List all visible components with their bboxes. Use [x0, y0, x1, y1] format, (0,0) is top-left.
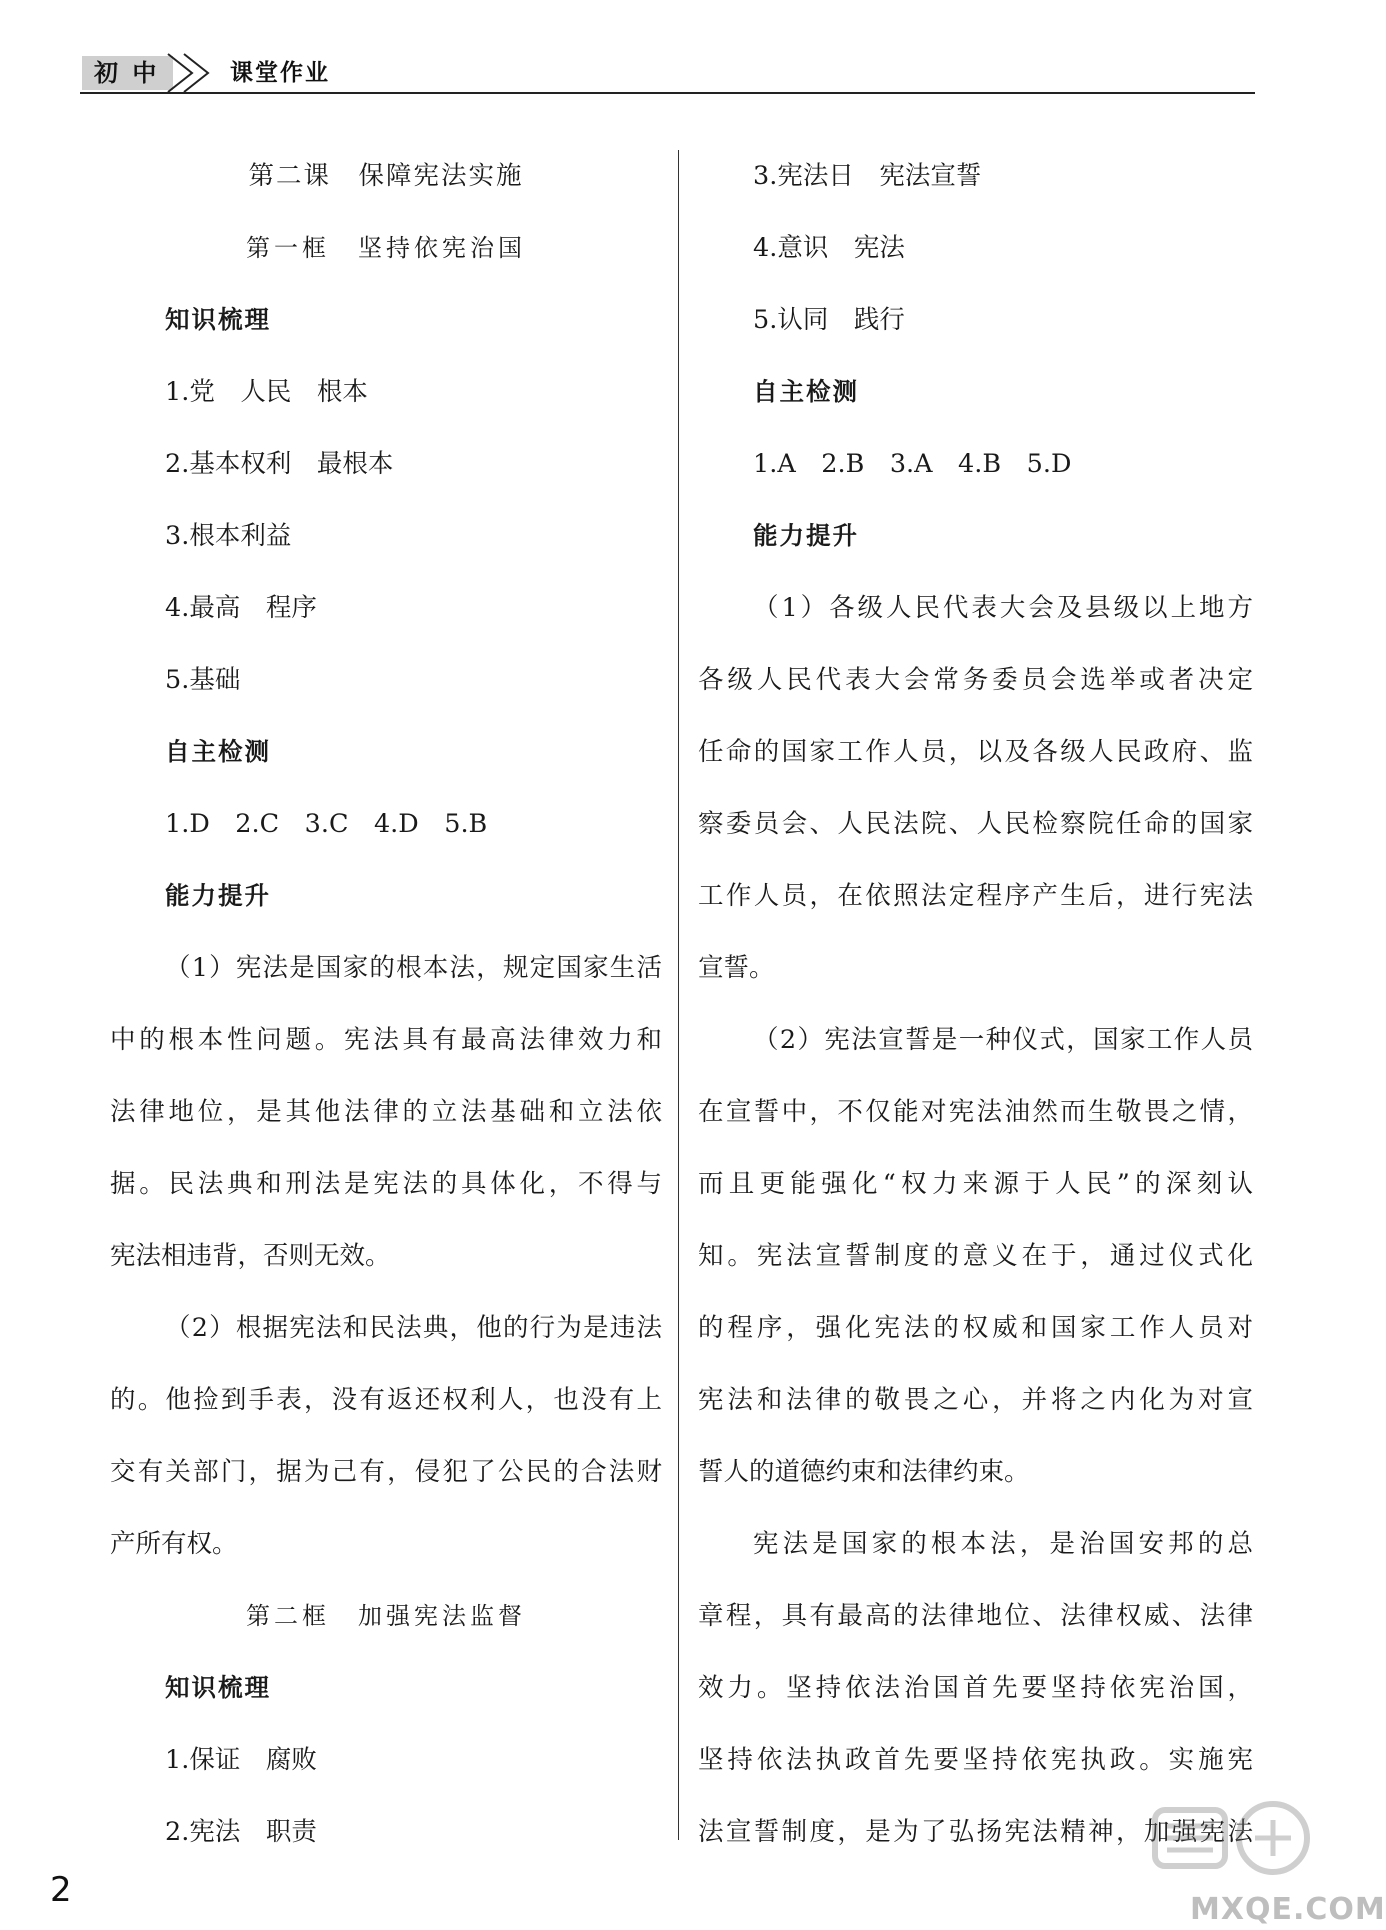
column-divider	[678, 150, 679, 1840]
watermark-site-text: MXQE.COM	[1190, 1892, 1386, 1927]
subsection-heading: 知识梳理	[165, 1673, 271, 1702]
paragraph-line: 各级人民代表大会常务委员会选举或者决定	[698, 665, 1253, 695]
subsection-heading: 自主检测	[165, 737, 271, 766]
paragraph-line: 宪法相违背，否则无效。	[110, 1241, 391, 1271]
header-rule	[80, 92, 1255, 94]
paragraph-line: 法宣誓制度，是为了弘扬宪法精神，加强宪法	[698, 1817, 1253, 1847]
paragraph-line: 法律地位，是其他法律的立法基础和立法依	[110, 1097, 662, 1127]
page-header	[80, 52, 1255, 94]
answer-paragraph	[698, 572, 1253, 1004]
paragraph-line: 知。宪法宣誓制度的意义在于，通过仪式化	[698, 1241, 1253, 1271]
paragraph-line: 察委员会、人民法院、人民检察院任命的国家	[698, 809, 1253, 839]
answer-item: 2.宪法 职责	[165, 1817, 317, 1847]
paragraph-line: 宪法是国家的根本法，是治国安邦的总	[753, 1529, 1253, 1559]
paragraph-line: 章程，具有最高的法律地位、法律权威、法律	[698, 1601, 1253, 1631]
lesson-title: 第二课 保障宪法实施	[248, 161, 524, 191]
paragraph-line: （2）根据宪法和民法典，他的行为是违法	[165, 1313, 662, 1343]
subsection-heading: 自主检测	[753, 377, 859, 406]
answer-item: 1.保证 腐败	[165, 1745, 317, 1775]
subsection-heading: 知识梳理	[165, 305, 271, 334]
paragraph-line: 宣誓。	[698, 953, 775, 983]
paragraph-line: 坚持依法执政首先要坚持依宪执政。实施宪	[698, 1745, 1253, 1775]
paragraph-line: 工作人员，在依照法定程序产生后，进行宪法	[698, 881, 1253, 911]
section-title: 第一框 坚持依宪治国	[246, 234, 526, 262]
paragraph-line: 誓人的道德约束和法律约束。	[698, 1457, 1030, 1487]
paragraph-line: 的。他捡到手表，没有返还权利人，也没有上	[110, 1385, 662, 1415]
paragraph-line: 宪法和法律的敬畏之心，并将之内化为对宣	[698, 1385, 1253, 1415]
paragraph-line: （1）宪法是国家的根本法，规定国家生活	[165, 953, 662, 983]
answer-item: 3.根本利益	[165, 521, 292, 551]
subsection-heading: 能力提升	[165, 881, 271, 910]
answer-item: 5.基础	[165, 665, 241, 695]
paragraph-line: 中的根本性问题。宪法具有最高法律效力和	[110, 1025, 662, 1055]
subsection-heading: 能力提升	[753, 521, 859, 550]
paragraph-line: 效力。坚持依法治国首先要坚持依宪治国，	[698, 1673, 1253, 1703]
paragraph-line: 任命的国家工作人员，以及各级人民政府、监	[698, 737, 1253, 767]
paragraph-line: （1）各级人民代表大会及县级以上地方	[753, 593, 1253, 623]
answer-item: 2.基本权利 最根本	[165, 449, 394, 479]
page-number: 2	[50, 1870, 72, 1910]
paragraph-line: 而且更能强化“权力来源于人民”的深刻认	[698, 1169, 1253, 1199]
left-column	[110, 140, 662, 1868]
answer-paragraph	[110, 1292, 662, 1580]
answer-item: 4.最高 程序	[165, 593, 317, 623]
section-title: 第二框 加强宪法监督	[246, 1602, 526, 1630]
paragraph-line: 交有关部门，据为己有，侵犯了公民的合法财	[110, 1457, 662, 1487]
series-title: 课堂作业	[230, 60, 330, 86]
paragraph-line: 产所有权。	[110, 1529, 238, 1559]
answer-item: 1.D 2.C 3.C 4.D 5.B	[165, 809, 488, 839]
answer-item: 4.意识 宪法	[753, 233, 905, 263]
paragraph-line: 的程序，强化宪法的权威和国家工作人员对	[698, 1313, 1253, 1343]
grade-label: 初 中	[82, 56, 173, 90]
answer-item: 1.党 人民 根本	[165, 377, 368, 407]
answer-item: 5.认同 践行	[753, 305, 905, 335]
answer-item: 1.A 2.B 3.A 4.B 5.D	[753, 449, 1072, 479]
answer-paragraph	[110, 932, 662, 1292]
double-chevron-icon	[162, 52, 232, 94]
paragraph-line: （2）宪法宣誓是一种仪式，国家工作人员	[753, 1025, 1253, 1055]
answer-item: 3.宪法日 宪法宣誓	[753, 161, 982, 191]
paragraph-line: 在宣誓中，不仅能对宪法油然而生敬畏之情，	[698, 1097, 1253, 1127]
paragraph-line: 据。民法典和刑法是宪法的具体化，不得与	[110, 1169, 662, 1199]
right-column	[698, 140, 1253, 1868]
answer-paragraph	[698, 1004, 1253, 1508]
